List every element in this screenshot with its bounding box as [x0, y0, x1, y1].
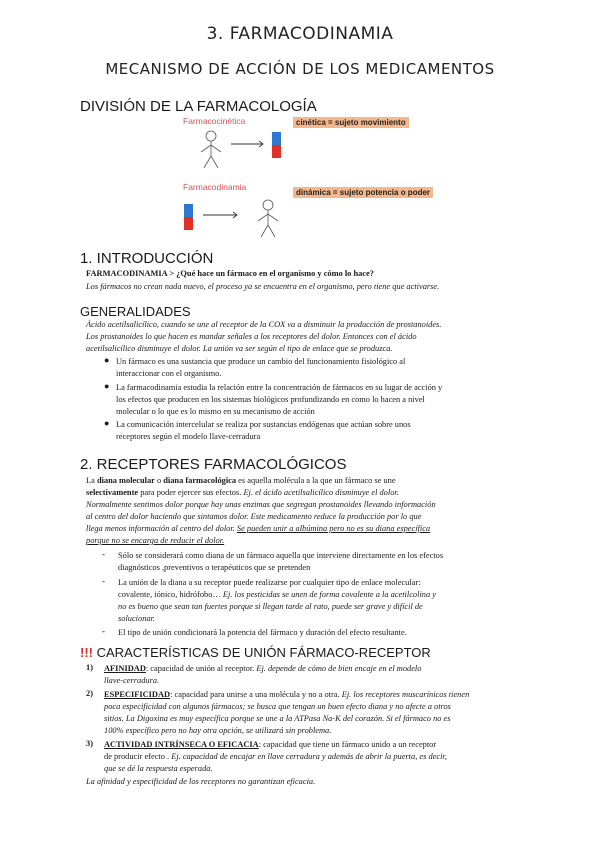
item-especificidad: ESPECIFICIDAD: capacidad para unirse a una molécula y no a otra. Ej. los receptores muscarínicos tienen: [104, 690, 470, 699]
item-especificidad-cont: sitios. La Digoxina es muy específica porque se une a la ATPasa Na-K del corazón. Si el fármaco no es: [104, 714, 451, 723]
receptores-line: La diana molecular o diana farmacológica es aquella molécula a la que un fármaco se une: [86, 476, 396, 485]
closing-note: La afinidad y especificidad de los receptores no garantizan eficacia.: [86, 777, 316, 786]
figure-label-pk: Farmacocinética: [183, 116, 246, 126]
bullet-text: La comunicación intercelular se realiza por sustancias endógenas que actúan sobre unos: [116, 420, 411, 429]
capsule-icon-2: [184, 204, 193, 230]
heading-caracteristicas: !!! CARACTERÍSTICAS DE UNIÓN FÁRMACO-RECEPTOR: [80, 645, 431, 660]
item-eficacia-cont: de producir efecto . Ej. capacidad de encajar en llave cerradura y además de abrir la puerta, es decir,: [104, 752, 447, 761]
receptores-line: llega menos información al centro del dolor. Se pueden unir a albúmina pero no es su diana específica: [86, 524, 431, 533]
page-subtitle: MECANISMO DE ACCIÓN DE LOS MEDICAMENTOS: [105, 60, 495, 78]
item-afinidad: AFINIDAD: capacidad de unión al receptor. Ej. depende de cómo de bien encaje en el modelo: [104, 664, 422, 673]
bullet-text: molecular o lo que es lo mismo en su mecanismo de acción: [116, 407, 315, 416]
dash-marker: -: [102, 549, 105, 559]
warning-marks: !!!: [80, 645, 93, 660]
heading-division: DIVISIÓN DE LA FARMACOLOGÍA: [80, 98, 317, 115]
figure-label-pd: Farmacodinamia: [183, 182, 247, 192]
item-number: 1): [86, 663, 93, 672]
heading-receptores: 2. RECEPTORES FARMACOLÓGICOS: [80, 456, 347, 473]
dash-text: Sólo se considerará como diana de un fármaco aquella que interviene directamente en los efectos: [118, 551, 444, 560]
bullet-dot: ●: [104, 381, 110, 391]
dash-marker: -: [102, 626, 105, 636]
generalidades-line: acetilsalicílico disminuye el dolor. La unión va ser según el tipo de enlace que se produzca.: [86, 344, 393, 353]
item-especificidad-cont: poca especificidad con algunos fármacos; se busca que tengan un buen efecto diana y no afecte a otros: [104, 702, 451, 711]
arrow-right-icon: [231, 141, 263, 147]
bullet-text: Un fármaco es una sustancia que produce un cambio del funcionamiento fisiológico al: [116, 357, 406, 366]
item-number: 2): [86, 689, 93, 698]
person-icon-2: [258, 200, 278, 237]
person-icon: [201, 131, 221, 168]
bullet-text: los efectos que producen en los sistemas biológicos profundizando en como lo hacen a nivel: [116, 395, 425, 404]
dash-marker: -: [102, 576, 105, 586]
item-afinidad-cont: llave-cerradura.: [104, 676, 160, 685]
generalidades-line: Los prostanoides lo que hacen es mandar señales a los receptores del dolor. Entonces con el ácido: [86, 332, 417, 341]
dash-text: La unión de la diana a su receptor puede realizarse por cualquier tipo de enlace molecular:: [118, 578, 421, 587]
heading-generalidades: GENERALIDADES: [80, 304, 191, 319]
page-title: 3. FARMACODINAMIA: [206, 24, 394, 44]
item-number: 3): [86, 739, 93, 748]
dash-text: El tipo de unión condicionará la potencia del fármaco y duración del efecto resultante.: [118, 628, 407, 637]
dash-text: solucionar.: [118, 614, 155, 623]
item-eficacia: ACTIVIDAD INTRÍNSECA O EFICACIA: capacidad que tiene un fármaco unido a un receptor: [104, 740, 437, 749]
item-especificidad-cont: 100% específico pero no hay otra opción, se utilizará sin problema.: [104, 726, 332, 735]
generalidades-line: Ácido acetilsalicílico, cuando se une al receptor de la COX va a disminuir la producción de prostanoides.: [86, 320, 442, 329]
intro-question: FARMACODINAMIA > ¿Qué hace un fármaco en el organismo y cómo lo hace?: [86, 269, 374, 278]
bullet-text: receptores según el modelo llave-cerradura: [116, 432, 261, 441]
arrow-right-icon-2: [203, 212, 237, 218]
item-eficacia-cont: que se dé la respuesta esperada.: [104, 764, 213, 773]
bullet-dot: ●: [104, 418, 110, 428]
bullet-text: interaccionar con el organismo.: [116, 369, 222, 378]
dash-text: diagnósticos ,preventivos o terapéuticos que se pretenden: [118, 563, 311, 572]
heading-introduccion: 1. INTRODUCCIÓN: [80, 250, 214, 267]
figure-box-kinetics: cinética = sujeto movimiento: [293, 117, 409, 128]
figure-drawing: [175, 112, 435, 247]
dash-text: no es bueno que sean tan fuertes porque si llegan tarde al rato, puede ser grave y difícil de: [118, 602, 423, 611]
receptores-line: selectivamente para poder ejercer sus efectos. Ej. el ácido acetilsalicílico disminuye el dolor.: [86, 488, 399, 497]
pharmacology-figure: [175, 112, 435, 247]
receptores-line: Normalmente sentimos dolor porque hay unas enzimas que segregan prostanoides llevando información: [86, 500, 436, 509]
intro-note: Los fármacos no crean nada nuevo, el proceso ya se encuentra en el organismo, pero tiene que activarse.: [86, 282, 440, 291]
capsule-icon: [272, 132, 281, 158]
dash-text: covalente, iónico, hidrófobo… Ej. los pesticidas se unen de forma covalente a la acetilcolina y: [118, 590, 436, 599]
figure-box-dynamics: dinámica = sujeto potencia o poder: [293, 187, 433, 198]
receptores-line: porque no se encarga de reducir el dolor.: [86, 536, 225, 545]
bullet-dot: ●: [104, 355, 110, 365]
bullet-text: La farmacodinamia estudia la relación entre la concentración de fármacos en su lugar de acción y: [116, 383, 443, 392]
receptores-line: al centro del dolor haciendo que sintamos dolor. Este medicamento reduce la producción por lo que: [86, 512, 422, 521]
